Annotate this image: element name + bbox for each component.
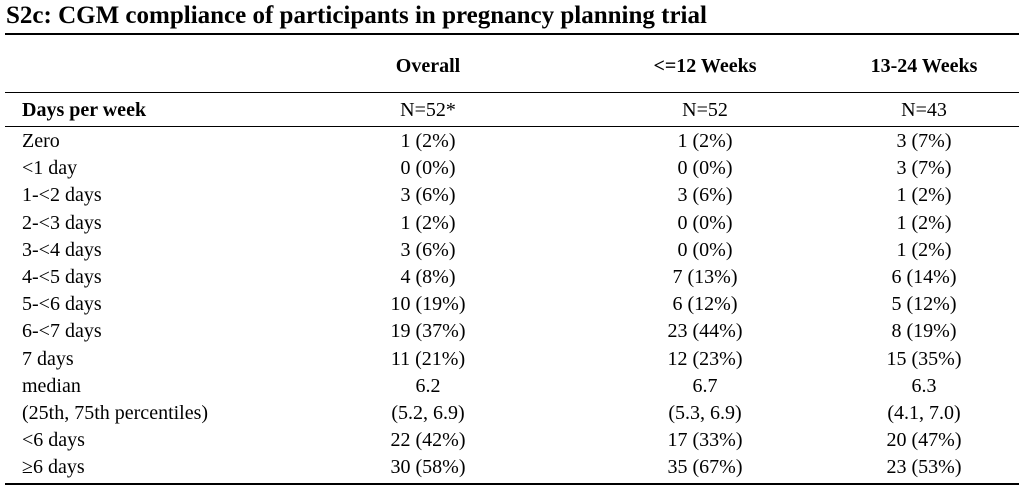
- row-label: 3-<4 days: [22, 238, 102, 261]
- table-row: [0, 291, 1024, 318]
- row-label: (25th, 75th percentiles): [22, 402, 209, 424]
- n-13-24-weeks: N=43: [901, 99, 947, 121]
- table-cell: 15 (35%): [886, 347, 962, 370]
- subheader-rule: [5, 126, 1019, 127]
- table-cell: 20 (47%): [886, 429, 962, 452]
- table-row: [0, 427, 1024, 454]
- table-cell: 1 (2%): [400, 211, 456, 234]
- row-label: 4-<5 days: [22, 266, 102, 288]
- table-cell: 0 (0%): [677, 211, 733, 234]
- table-row: [0, 318, 1024, 345]
- table-cell: 1 (2%): [896, 211, 952, 234]
- table-cell: 23 (53%): [886, 456, 962, 479]
- table-cell: 30 (58%): [390, 456, 466, 479]
- table-cell: 1 (2%): [400, 130, 456, 152]
- table-row: [0, 346, 1024, 373]
- table-cell: 6 (14%): [891, 266, 957, 288]
- table-row: [0, 155, 1024, 182]
- row-label: <1 day: [22, 157, 78, 180]
- column-header-overall: Overall: [395, 55, 461, 77]
- table-cell: 1 (2%): [677, 130, 733, 152]
- table-cell: (5.2, 6.9): [391, 402, 465, 424]
- row-header-days-per-week: Days per week: [22, 99, 147, 121]
- row-label: 1-<2 days: [22, 184, 102, 207]
- row-label: <6 days: [22, 429, 85, 452]
- row-label: 6-<7 days: [22, 320, 102, 343]
- table-cell: 11 (21%): [390, 347, 466, 370]
- table-cell: 0 (0%): [677, 157, 733, 180]
- row-label: 2-<3 days: [22, 211, 102, 234]
- table-cell: 22 (42%): [390, 429, 466, 452]
- table-cell: 12 (23%): [667, 347, 743, 370]
- table-cell: 3 (6%): [677, 184, 733, 207]
- table-cell: 10 (19%): [390, 293, 466, 316]
- table-cell: 6 (12%): [672, 293, 738, 316]
- table-cell: 17 (33%): [667, 429, 743, 452]
- row-label: Zero: [22, 130, 60, 152]
- column-header-12-weeks: <=12 Weeks: [653, 55, 757, 77]
- table-cell: 3 (7%): [896, 130, 952, 152]
- row-label: 5-<6 days: [22, 293, 102, 316]
- table-title: S2c: CGM compliance of participants in pregnancy planning trial: [6, 2, 707, 29]
- table-cell: 0 (0%): [400, 157, 456, 180]
- n-12-weeks: N=52: [682, 99, 728, 121]
- column-header-13-24-weeks: 13-24 Weeks: [870, 55, 978, 77]
- bottom-rule: [5, 483, 1019, 485]
- table-cell: 3 (7%): [896, 157, 952, 180]
- table-row: [0, 128, 1024, 155]
- top-rule: [5, 33, 1019, 35]
- table-cell: 6.2: [415, 374, 441, 397]
- table-cell: 1 (2%): [896, 184, 952, 207]
- table-row: [0, 210, 1024, 237]
- header-rule: [5, 92, 1019, 93]
- table-cell: 0 (0%): [677, 238, 733, 261]
- table-row: [0, 237, 1024, 264]
- table-cell: 3 (6%): [400, 238, 456, 261]
- table-cell: 23 (44%): [667, 320, 743, 343]
- table-cell: 4 (8%): [400, 266, 456, 288]
- row-label: median: [22, 374, 81, 397]
- table-row: [0, 454, 1024, 481]
- table-cell: 6.7: [692, 374, 718, 397]
- table-cell: (4.1, 7.0): [887, 402, 961, 424]
- table-cell: 19 (37%): [390, 320, 466, 343]
- table-row: [0, 264, 1024, 291]
- table-cell: 5 (12%): [891, 293, 957, 316]
- table-cell: 1 (2%): [896, 238, 952, 261]
- table-cell: (5.3, 6.9): [668, 402, 742, 424]
- table-row: [0, 373, 1024, 400]
- row-label: ≥6 days: [22, 456, 85, 479]
- table-cell: 35 (67%): [667, 456, 743, 479]
- table-row: [0, 182, 1024, 209]
- n-overall: N=52*: [400, 99, 456, 121]
- row-label: 7 days: [22, 347, 74, 370]
- table-cell: 7 (13%): [672, 266, 738, 288]
- table-cell: 8 (19%): [891, 320, 957, 343]
- table-cell: 3 (6%): [400, 184, 456, 207]
- table-row: [0, 400, 1024, 427]
- table-cell: 6.3: [911, 374, 937, 397]
